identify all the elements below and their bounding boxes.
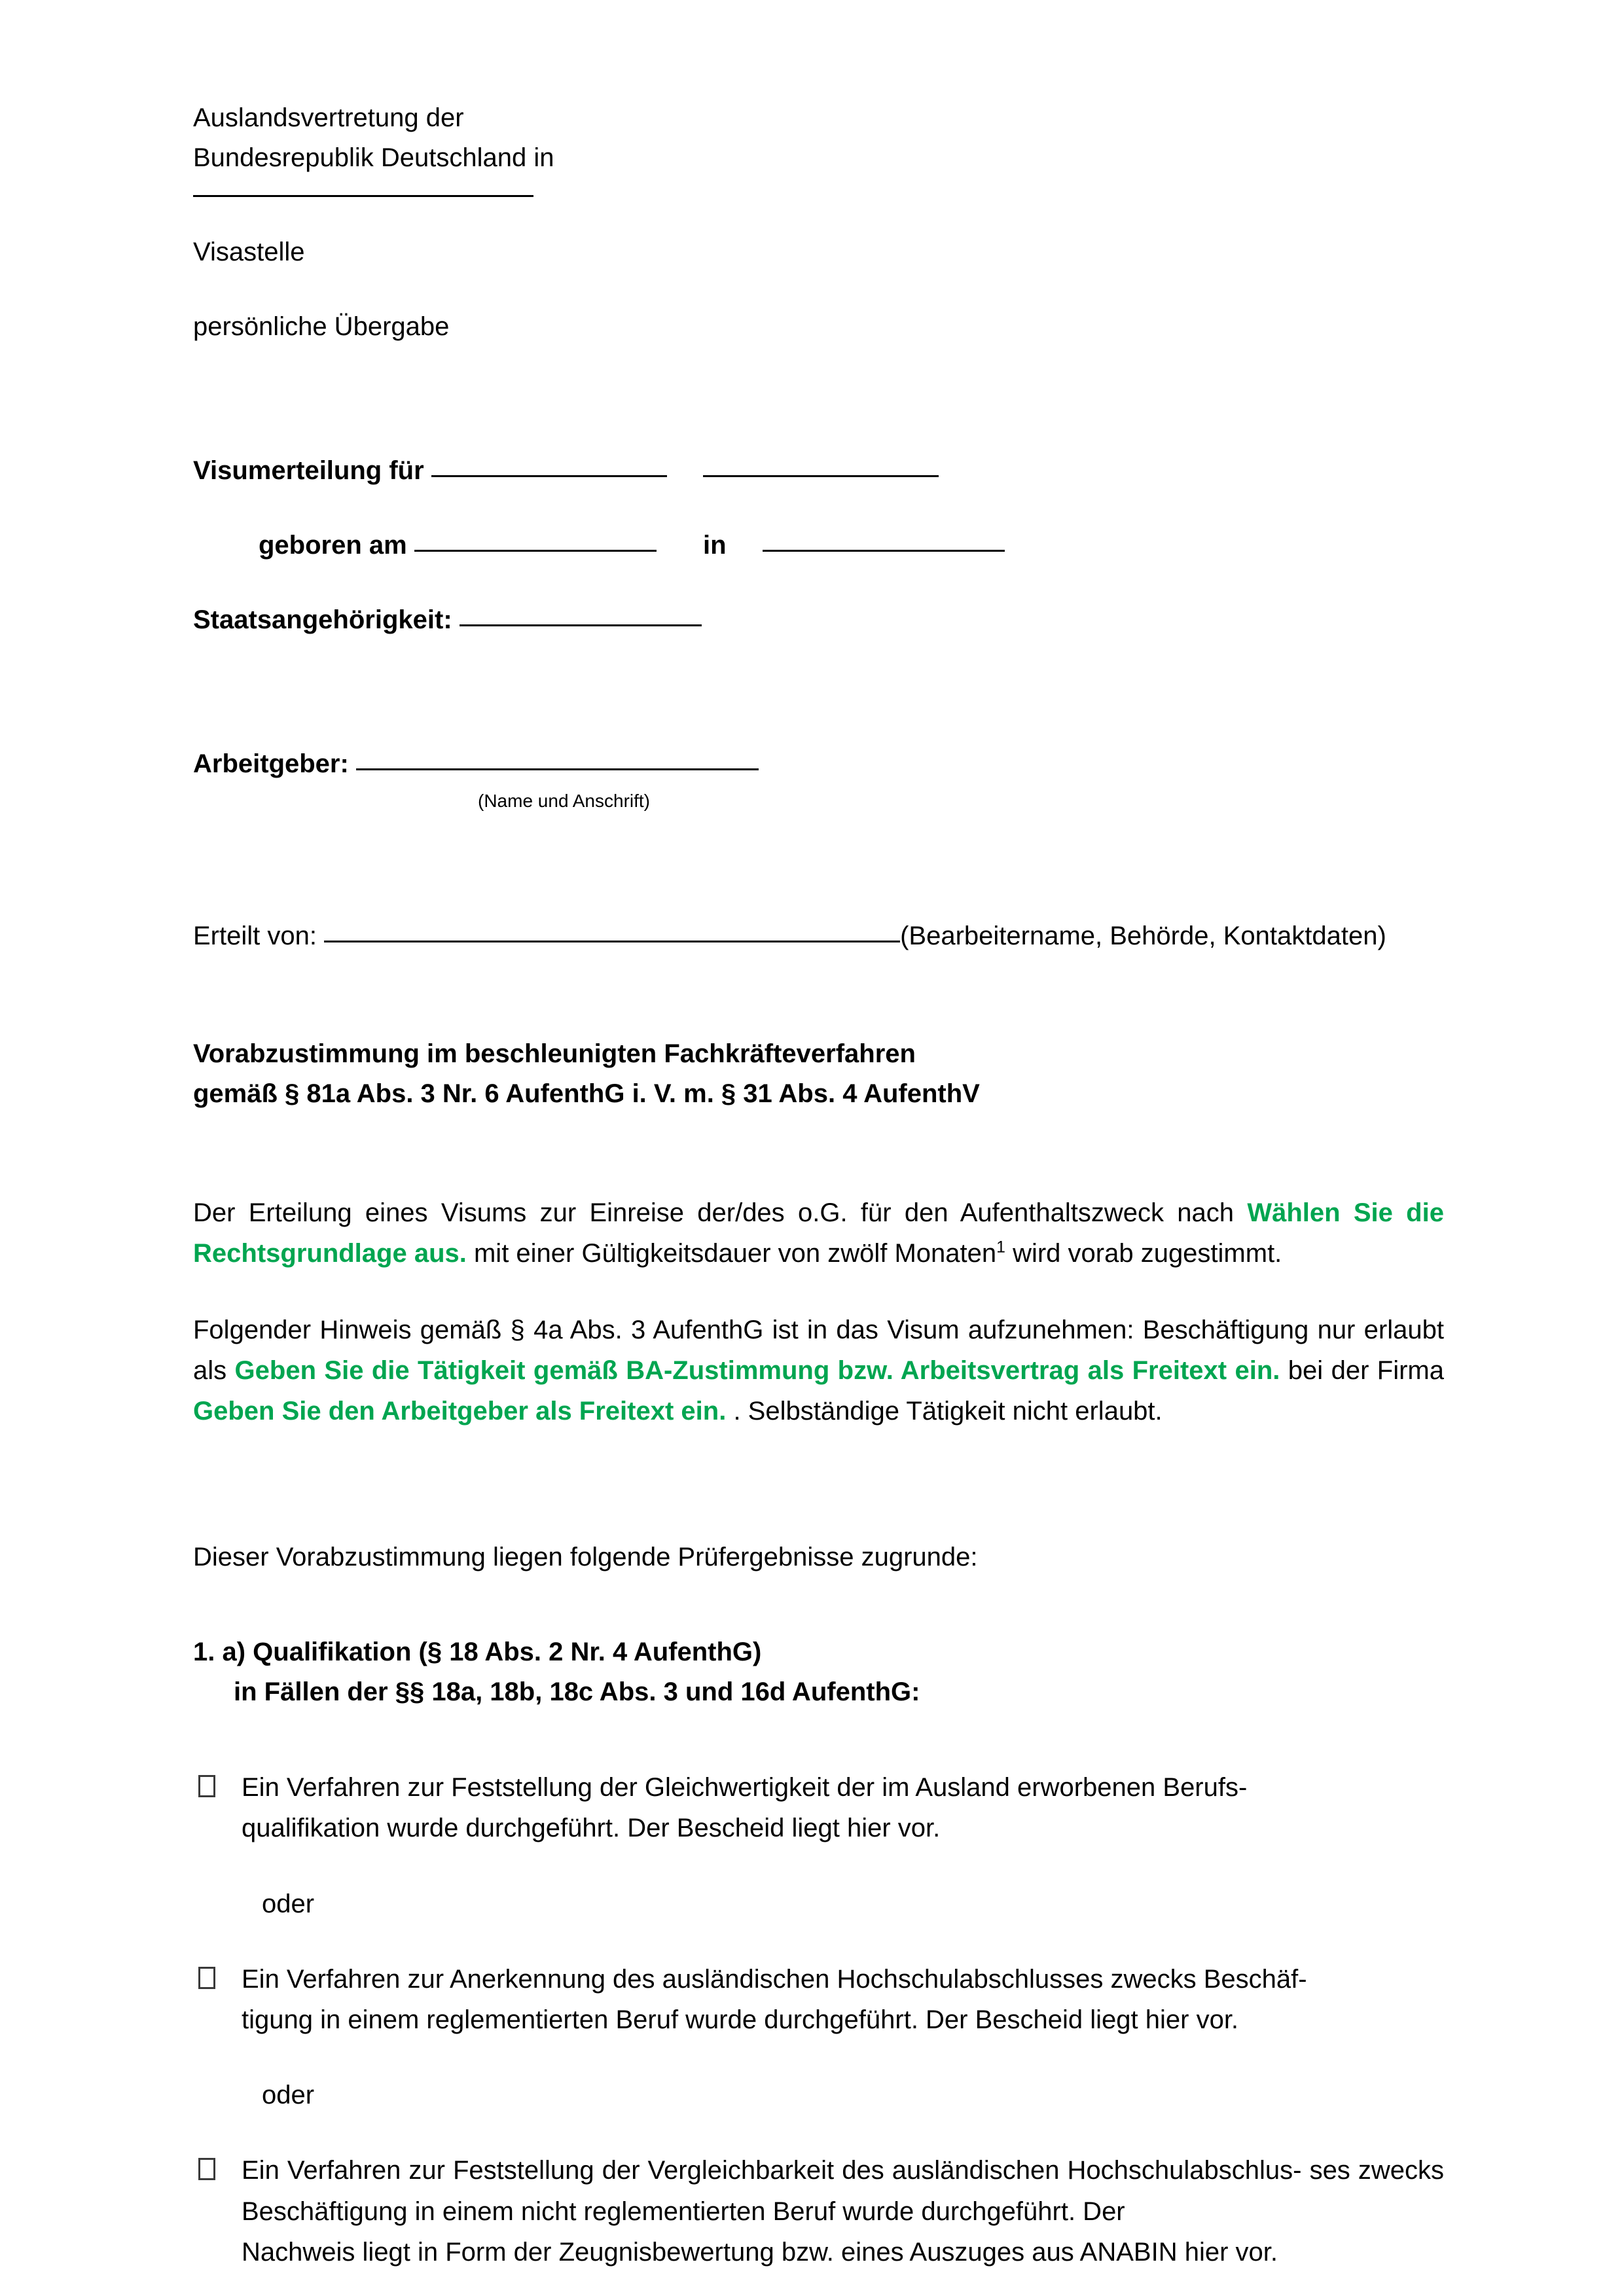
- visumerteilung-surname-blank[interactable]: [431, 475, 667, 477]
- staatsangehoerigkeit-row: [193, 600, 1444, 639]
- spacer: [193, 1432, 1444, 1537]
- section-1-heading-line-2: in Fällen der §§ 18a, 18b, 18c Abs. 3 und 16d AufenthG:: [234, 1677, 920, 1706]
- checkbox-option-3[interactable]: [193, 2150, 1444, 2272]
- paragraph-hinweis: [193, 1310, 1444, 1432]
- spacer: [193, 956, 1444, 1034]
- authority-address-block: [193, 98, 1444, 197]
- spacer: [193, 1114, 1444, 1193]
- spacer: [193, 197, 1444, 232]
- spacer: [193, 812, 1444, 916]
- arbeitgeber-row: [193, 744, 1444, 783]
- arbeitgeber-blank[interactable]: [356, 768, 759, 770]
- in-label: in: [702, 530, 727, 560]
- staatsangehoerigkeit-blank[interactable]: [460, 624, 702, 626]
- authority-line-2: Bundesrepublik Deutschland in: [193, 143, 554, 172]
- spacer: [193, 1712, 1444, 1767]
- geburtsdatum-blank[interactable]: [414, 550, 657, 552]
- arbeitgeber-label: Arbeitgeber:: [193, 749, 349, 778]
- checkbox-option-3-text: [242, 2150, 1444, 2272]
- department-label: Visastelle: [193, 237, 305, 266]
- checkbox-icon[interactable]: [198, 2158, 215, 2180]
- checkbox-icon[interactable]: [198, 1775, 215, 1797]
- geburtsort-blank[interactable]: [763, 550, 1005, 552]
- or-separator-1: oder: [262, 1889, 315, 1918]
- section-1-heading-line-1: 1. a) Qualifikation (§ 18 Abs. 2 Nr. 4 AufenthG): [193, 1638, 762, 1667]
- document-heading: [193, 1034, 1444, 1114]
- paragraph-zustimmung: [193, 1193, 1444, 1274]
- spacer: [193, 2040, 1444, 2075]
- spacer: [193, 1924, 1444, 1959]
- spacer: [193, 1577, 1444, 1632]
- checkbox-option-1[interactable]: [193, 1767, 1444, 1849]
- delivery-note: persönliche Übergabe: [193, 312, 450, 341]
- geburtsdaten-row: [193, 526, 1444, 565]
- placeholder-arbeitgeber[interactable]: Geben Sie den Arbeitgeber als Freitext ein.: [193, 1397, 727, 1426]
- erteilt-von-row: [193, 916, 1444, 956]
- checkbox-option-3-line-3: Nachweis liegt in Form der Zeugnisbewertung bzw. eines Auszuges aus ANABIN hier vor.: [242, 2238, 1278, 2267]
- geboren-am-label: geboren am: [259, 530, 407, 560]
- visumerteilung-givenname-blank[interactable]: [703, 475, 939, 477]
- checkbox-option-1-line-1: Ein Verfahren zur Feststellung der Gleichwertigkeit der im Ausland erworbenen Berufs-: [242, 1772, 1248, 1802]
- spacer: [193, 490, 1444, 526]
- p2-text-middle: bei der Firma: [1280, 1355, 1444, 1385]
- spacer: [193, 272, 1444, 307]
- spacer: [193, 565, 1444, 600]
- erteilt-von-caption: (Bearbeitername, Behörde, Kontaktdaten): [900, 922, 1386, 951]
- placeholder-taetigkeit[interactable]: Geben Sie die Tätigkeit gemäß BA-Zustimmung bzw. Arbeitsvertrag als Freitext ein.: [234, 1355, 1280, 1385]
- paragraph-pruefergebnisse-intro: Dieser Vorabzustimmung liegen folgende Prüfergebnisse zugrunde:: [193, 1542, 978, 1571]
- placeholder-rechtsgrundlage[interactable]: Wählen Sie die Rechtsgrundlage aus.: [193, 1198, 1444, 1268]
- spacer: [193, 346, 1444, 451]
- section-1-heading: [193, 1632, 1444, 1712]
- p2-text-before: Folgender Hinweis gemäß § 4a Abs. 3 AufenthG ist in das Visum aufzunehmen: Beschäftigung nur erlaubt als: [193, 1315, 1444, 1385]
- arbeitgeber-caption: (Name und Anschrift): [478, 790, 650, 811]
- checkbox-option-1-line-2: qualifikation wurde durchgeführt. Der Bescheid liegt hier vor.: [242, 1814, 941, 1843]
- heading-line-1: Vorabzustimmung im beschleunigten Fachkräfteverfahren: [193, 1039, 916, 1069]
- spacer: [193, 639, 1444, 744]
- checkbox-option-1-text: [242, 1767, 1444, 1849]
- checkbox-option-2[interactable]: [193, 1959, 1444, 2041]
- erteilt-von-label: Erteilt von:: [193, 922, 317, 951]
- heading-line-2: gemäß § 81a Abs. 3 Nr. 6 AufenthG i. V. m. § 31 Abs. 4 AufenthV: [193, 1079, 980, 1108]
- visumerteilung-label: Visumerteilung für: [193, 456, 424, 485]
- p1-text-tail: wird vorab zugestimmt.: [1005, 1239, 1282, 1268]
- visumerteilung-row: [193, 451, 1444, 490]
- checkbox-option-2-line-2: tigung in einem reglementierten Beruf wurde durchgeführt. Der Bescheid liegt hier vor.: [242, 2005, 1239, 2034]
- checkbox-option-2-line-1: Ein Verfahren zur Anerkennung des ausländischen Hochschulabschlusses zwecks Beschäf-: [242, 1964, 1307, 1994]
- staatsangehoerigkeit-label: Staatsangehörigkeit:: [193, 605, 452, 634]
- p1-text-before: Der Erteilung eines Visums zur Einreise der/des o.G. für den Aufenthaltszweck nach: [193, 1198, 1248, 1227]
- spacer: [193, 1274, 1444, 1310]
- checkbox-icon[interactable]: [198, 1967, 215, 1989]
- p2-text-tail: . Selbständige Tätigkeit nicht erlaubt.: [726, 1397, 1163, 1426]
- checkbox-option-3-line-2: ses zwecks Beschäftigung in einem nicht reglementierten Beruf wurde durchgeführt. Der: [242, 2156, 1444, 2226]
- p1-text-after: mit einer Gültigkeitsdauer von zwölf Monaten: [466, 1239, 997, 1268]
- checkbox-option-2-text: [242, 1959, 1444, 2041]
- authority-line-1: Auslandsvertretung der: [193, 103, 464, 132]
- spacer: [193, 2115, 1444, 2150]
- footnote-marker-1: 1: [996, 1238, 1005, 1257]
- or-separator-2: oder: [262, 2081, 315, 2110]
- checkbox-option-3-line-1: Ein Verfahren zur Feststellung der Vergleichbarkeit des ausländischen Hochschulabschlus-: [242, 2156, 1302, 2185]
- spacer: [193, 1849, 1444, 1884]
- erteilt-von-blank[interactable]: [324, 941, 900, 942]
